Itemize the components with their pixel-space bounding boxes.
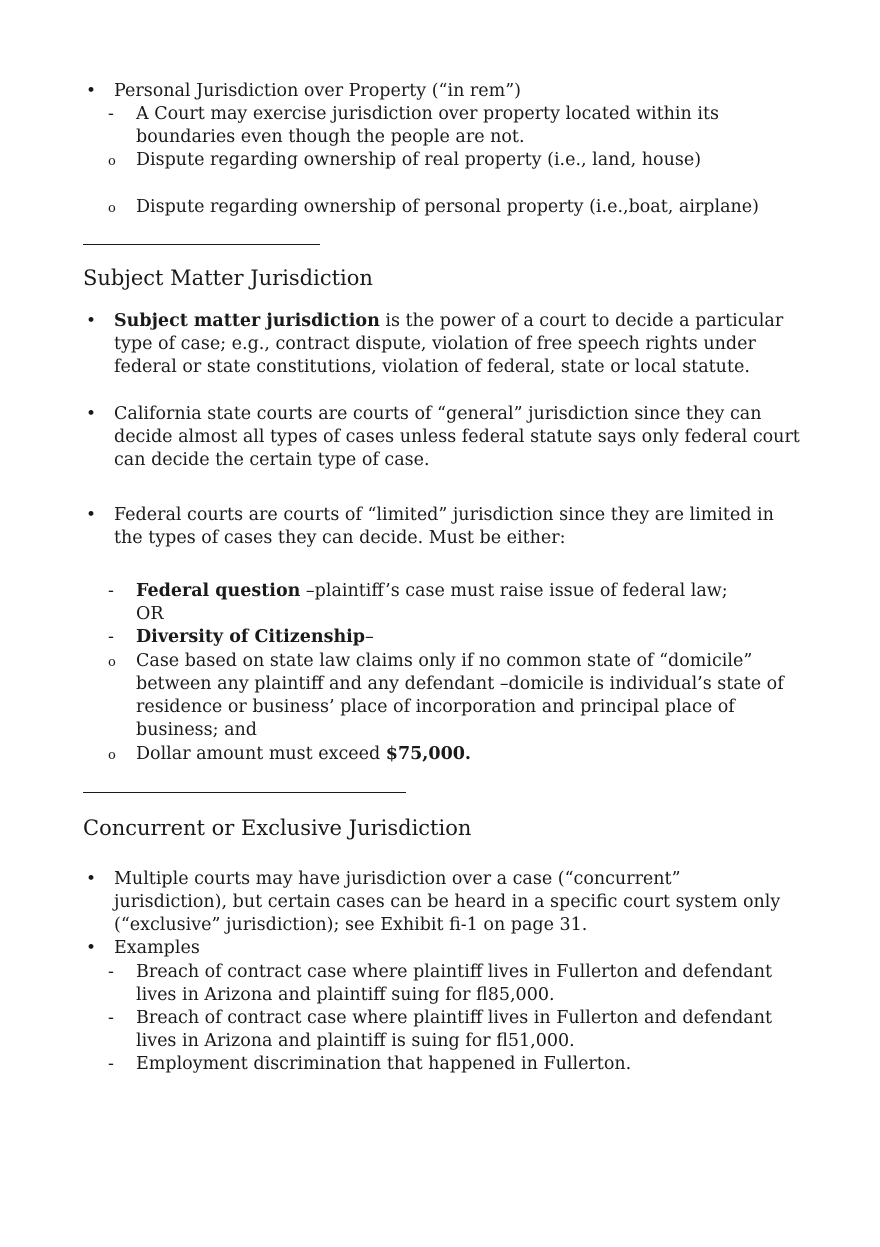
bullet-marker: •	[86, 81, 97, 101]
circle-marker: o	[108, 655, 116, 670]
circle-marker: o	[108, 201, 116, 216]
dash-marker: -	[108, 1008, 114, 1028]
diversity-term: Diversity of Citizenship	[136, 627, 366, 647]
in-rem-title: Personal Jurisdiction over Property (“in rem”)	[114, 81, 522, 101]
dash-marker: -	[108, 581, 114, 601]
subject-matter-definition	[114, 310, 804, 379]
dash-marker: -	[108, 104, 114, 124]
dash-marker: -	[108, 962, 114, 982]
dash-marker: -	[108, 627, 114, 647]
domicile-text: Case based on state law claims only if no common state of “domicile” between any plaintiff and any defendant –domicile is individual’s state of residence or business’ place of incorporation and principal place of business; and	[136, 651, 784, 740]
in-rem-item-text: Dispute regarding ownership of real property (i.e., land, house)	[136, 150, 702, 170]
diversity-text	[136, 626, 796, 649]
diversity-rest: –	[365, 627, 374, 647]
subject-matter-term: Subject matter jurisdiction	[114, 311, 380, 331]
example-text: Breach of contract case where plaintiff lives in Fullerton and defendant lives in Arizona and plaintiff is suing for ﬂ51,000.	[136, 1008, 773, 1051]
concurrent-definition: Multiple courts may have jurisdiction over a case (“concurrent” jurisdiction), but certain cases can be heard in a specific court system only (“exclusive” jurisdiction); see Exhibit ﬁ-1 on page 31.	[114, 869, 781, 935]
bullet-marker: •	[86, 404, 97, 424]
dollar-amount-prefix: Dollar amount must exceed	[136, 744, 386, 764]
example-text: Breach of contract case where plaintiff lives in Fullerton and defendant lives in Arizona and plaintiff suing for ﬂ85,000.	[136, 962, 773, 1005]
dollar-amount-value: $75,000.	[385, 744, 472, 764]
federal-question-text	[136, 580, 736, 626]
federal-question-rest: –plaintiff’s case must raise issue of federal law; OR	[136, 581, 728, 624]
federal-question-term: Federal question	[136, 581, 301, 601]
bullet-marker: •	[86, 869, 97, 889]
heading-concurrent: Concurrent or Exclusive Jurisdiction	[83, 816, 472, 840]
circle-marker: o	[108, 154, 116, 169]
federal-courts-text: Federal courts are courts of “limited” jurisdiction since they are limited in the types of cases they can decide. Must be either:	[114, 505, 774, 548]
dash-marker: -	[108, 1054, 114, 1074]
bullet-marker: •	[86, 311, 97, 331]
examples-label: Examples	[114, 938, 200, 958]
section-divider	[83, 244, 320, 245]
in-rem-item-text: A Court may exercise jurisdiction over property located within its boundaries even though the people are not.	[136, 104, 719, 147]
subject-matter-definition-rest: is the power of a court to decide a particular type of case; e.g., contract dispute, violation of free speech rights under federal or state constitutions, violation of federal, state or local statute.	[114, 311, 784, 377]
example-text: Employment discrimination that happened in Fullerton.	[136, 1054, 632, 1074]
california-courts-text: California state courts are courts of “general” jurisdiction since they can decide almost all types of cases unless federal statute says only federal court can decide the certain type of case.	[114, 404, 800, 470]
section-divider	[83, 792, 406, 793]
in-rem-item-text: Dispute regarding ownership of personal property (i.e.,boat, airplane)	[136, 197, 759, 217]
heading-subject-matter: Subject Matter Jurisdiction	[83, 266, 373, 290]
bullet-marker: •	[86, 505, 97, 525]
circle-marker: o	[108, 748, 116, 763]
bullet-marker: •	[86, 938, 97, 958]
dollar-amount-text	[136, 743, 796, 766]
